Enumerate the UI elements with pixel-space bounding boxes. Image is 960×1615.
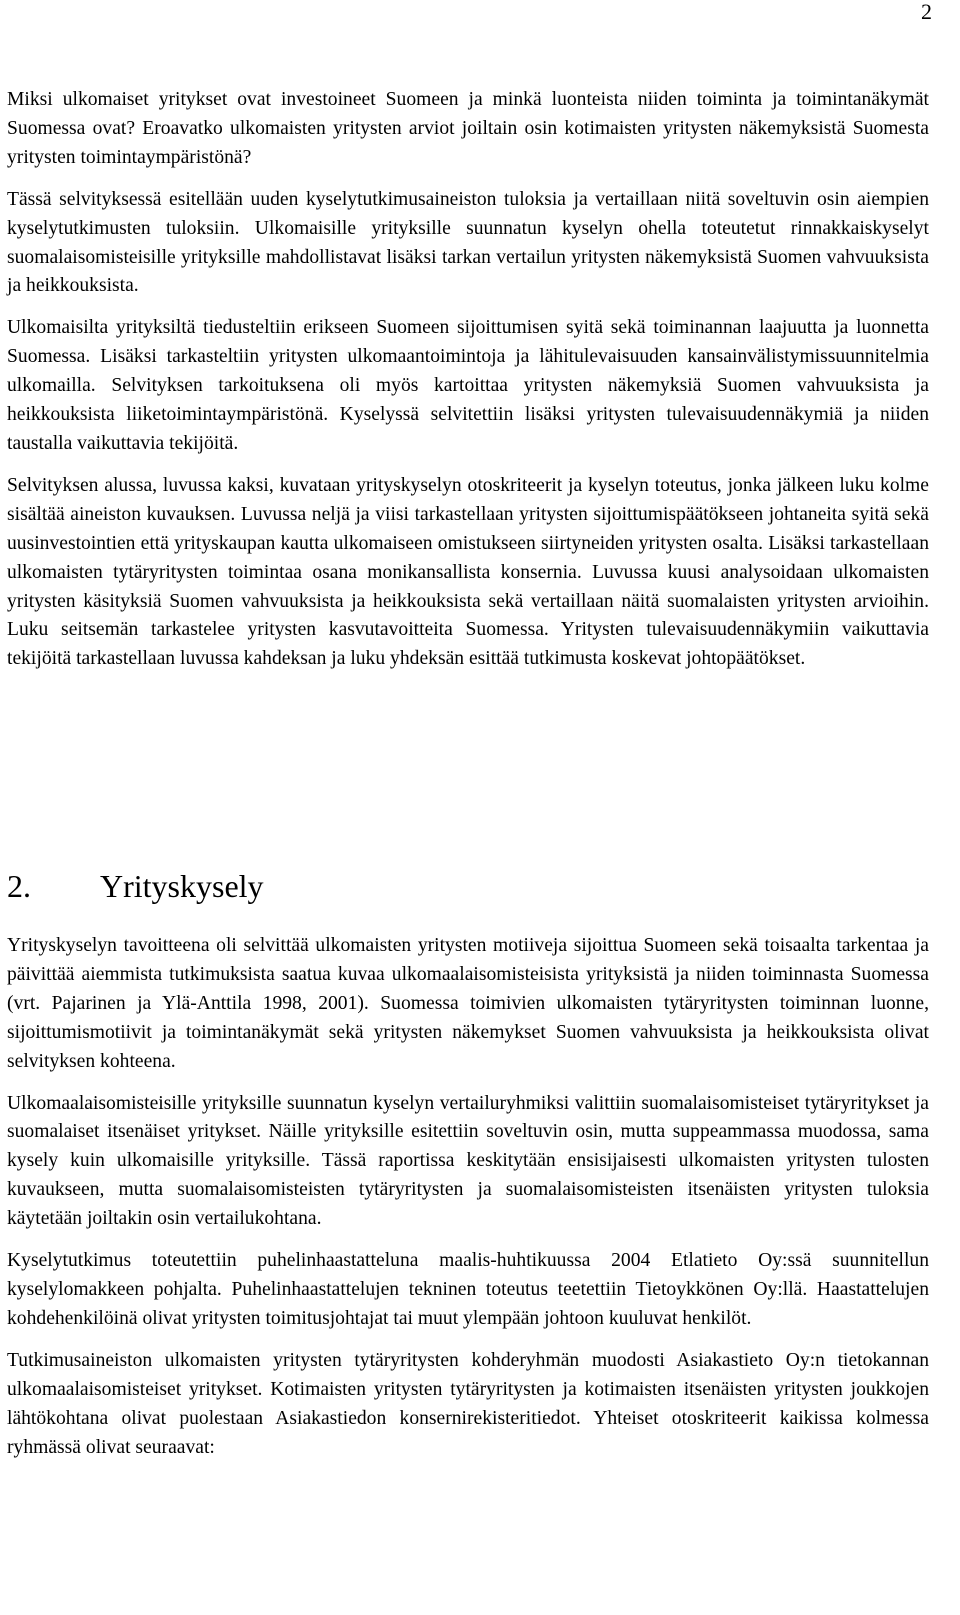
- section-paragraph-4: Tutkimusaineiston ulkomaisten yritysten tytäryritysten kohderyhmän muodosti Asiakastieto Oy:n tietokannan ulkomaalaisomisteiset yritykset. Kotimaisten yritysten tytäryritysten ja kotimaisten itsenäisten yritysten joukkojen lähtökohtana olivat puolestaan Asiakastiedon konsernirekisteritiedot. Yhteiset otoskriteerit kaikissa kolmessa ryhmässä olivat seuraavat:: [7, 1349, 929, 1458]
- section-number: 2.: [7, 868, 31, 904]
- intro-text: [7, 86, 929, 687]
- section-paragraph-3: Kyselytutkimus toteutettiin puhelinhaastatteluna maalis-huhtikuussa 2004 Etlatieto Oy:ssä suunnitellun kyselylomakkeen pohjalta. Puhelinhaastattelujen tekninen toteutus teetettiin Tietoykkönen Oy:llä. Haastattelujen kohdehenkilöinä olivat yritysten toimitusjohtajat tai muut ylempään johtoon kuuluvat henkilöt.: [7, 1250, 929, 1329]
- section-paragraph-1: Yrityskyselyn tavoitteena oli selvittää ulkomaisten yritysten motiiveja sijoittua Suomeen sekä toisaalta tarkentaa ja päivittää aiemmista tutkimuksista saatua kuvaa ulkomaalaisomisteisista yrityksistä ja niiden toiminnasta Suomessa (vrt. Pajarinen ja Ylä-Anttila 1998, 2001). Suomessa toimivien ulkomaisten tytäryritysten toiminnan luonne, sijoittumismotiivit ja toimintanäkymät sekä yritysten näkemykset Suomen vahvuuksista ja heikkouksista olivat selvityksen kohteena.: [7, 935, 929, 1072]
- intro-paragraph-4: Selvityksen alussa, luvussa kaksi, kuvataan yrityskyselyn otoskriteerit ja kyselyn toteutus, jonka jälkeen luku kolme sisältää aineiston kuvauksen. Luvussa neljä ja viisi tarkastellaan yritysten sijoittumispäätökseen johtaneita syitä sekä uusinvestointien että yrityskaupan kautta ulkomaiseen omistukseen siirtyneiden yritysten osalta. Lisäksi tarkastellaan ulkomaisten tytäryritysten toimintaa osana monikansallista konsernia. Luvussa kuusi analysoidaan ulkomaisten yritysten käsityksiä Suomen vahvuuksista ja heikkouksista sekä vertaillaan näitä suomalaisten yritysten arvioihin. Luku seitsemän tarkastelee yritysten kasvutavoitteita Suomessa. Yritysten tulevaisuudennäkymiin vaikuttavia tekijöitä tarkastellaan luvussa kahdeksan ja luku yhdeksän esittää tutkimusta koskevat johtopäätökset.: [7, 474, 929, 670]
- intro-paragraph-3: Ulkomaisilta yrityksiltä tiedusteltiin erikseen Suomeen sijoittumisen syitä sekä toiminannan laajuutta ja luonnetta Suomessa. Lisäksi tarkasteltiin yritysten ulkomaantoimintoja ja lähitulevaisuuden kansainvälistymissuunnitelmia ulkomailla. Selvityksen tarkoituksena oli myös kartoittaa yritysten näkemyksiä Suomen vahvuuksista ja heikkouksista liiketoimintaympäristönä. Kyselyssä selvitettiin lisäksi yritysten tulevaisuudennäkymiä ja niiden taustalla vaikuttavia tekijöitä.: [7, 317, 929, 454]
- page-number: 2: [921, 0, 932, 24]
- intro-paragraph-1: Miksi ulkomaiset yritykset ovat investoineet Suomeen ja minkä luonteista niiden toiminta ja toimintanäkymät Suomessa ovat? Eroavatko ulkomaisten yritysten arviot joiltain osin kotimaisten yritysten näkemyksistä Suomesta yritysten toimintaympäristönä?: [7, 89, 929, 168]
- section-title: Yrityskysely: [100, 868, 264, 904]
- section-heading: [7, 866, 264, 906]
- section-paragraph-2: Ulkomaalaisomisteisille yrityksille suunnatun kyselyn vertailuryhmiksi valittiin suomalaisomisteiset tytäryritykset ja suomalaiset itsenäiset yritykset. Näille yrityksille esitettiin soveltuvin osin, mutta suppeammassa muodossa, sama kysely kuin ulkomaisille yrityksille. Tässä raportissa keskitytään ensisijaisesti ulkomaisten yritysten tulosten kuvaukseen, mutta suomalaisomisteisten tytäryritysten ja suomalaisomisteisten itsenäisten yritysten tuloksia käytetään joiltakin osin vertailukohtana.: [7, 1092, 929, 1230]
- intro-paragraph-2: Tässä selvityksessä esitellään uuden kyselytutkimusaineiston tuloksia ja vertaillaan niitä soveltuvin osin aiempien kyselytutkimusten tuloksiin. Ulkomaisille yrityksille suunnatun kyselyn ohella toteutetut rinnakkaiskyselyt suomalaisomisteisille yrityksille mahdollistavat lisäksi tarkan vertailun yritysten näkemyksistä Suomen vahvuuksista ja heikkouksista.: [7, 188, 929, 297]
- section-text: [7, 932, 929, 1475]
